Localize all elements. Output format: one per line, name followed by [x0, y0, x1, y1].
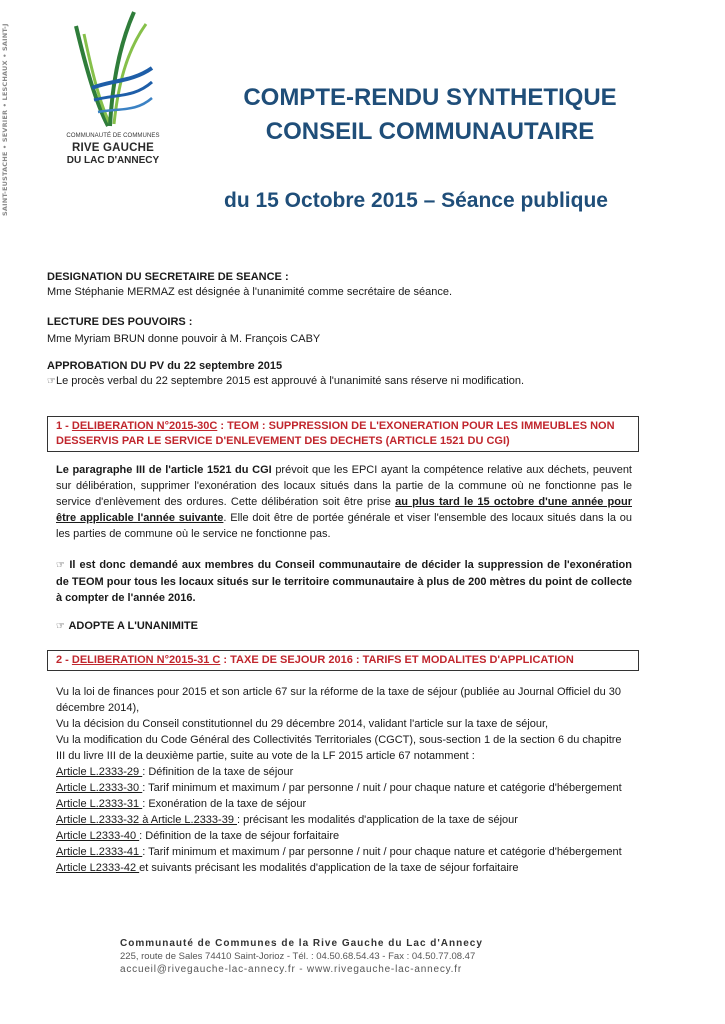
- pointing-hand-icon: ☞: [56, 560, 70, 571]
- secretaire-text: Mme Stéphanie MERMAZ est désignée à l'unanimité comme secrétaire de séance.: [47, 286, 453, 298]
- delib1-decision: [56, 557, 632, 606]
- delib1-result-text: ADOPTE A L'UNANIMITE: [68, 620, 198, 632]
- article-ref: Article L.2333-30: [56, 782, 143, 794]
- article-item: [56, 780, 632, 796]
- pouvoirs-text: Mme Myriam BRUN donne pouvoir à M. François CABY: [47, 333, 321, 345]
- pointing-hand-icon: ☞: [56, 621, 69, 632]
- footer-org-name: Communauté de Communes de la Rive Gauche du Lac d'Annecy: [120, 938, 483, 949]
- logo: [58, 8, 168, 168]
- article-text: : précisant les modalités d'application de la taxe de séjour: [237, 814, 518, 826]
- article-text: : Exonération de la taxe de séjour: [142, 798, 307, 810]
- delib1-title-line2: DESSERVIS PAR LE SERVICE D'ENLEVEMENT DES DECHETS (ARTICLE 1521 DU CGI): [56, 435, 510, 447]
- article-item: [56, 796, 632, 812]
- article-text: : Tarif minimum et maximum / par personne / nuit / pour chaque nature et catégorie d'hébergement: [142, 846, 622, 858]
- article-ref: Article L.2333-32 à Article L.2333-39: [56, 814, 238, 826]
- delib2-title-box: [47, 650, 639, 671]
- pv-line: [47, 374, 642, 389]
- delib2-number: 2 -: [56, 654, 72, 666]
- page-title-line2: CONSEIL COMMUNAUTAIRE: [265, 118, 595, 145]
- pv-heading: APPROBATION DU PV du 22 septembre 2015: [47, 360, 283, 372]
- delib1-title-box: [47, 416, 639, 452]
- secretaire-section: [47, 270, 642, 300]
- delib1-title-part1: : TEOM : SUPPRESSION DE L'EXONERATION POUR LES IMMEUBLES NON: [217, 420, 615, 432]
- pouvoirs-section: [47, 315, 642, 347]
- logo-mark-icon: [72, 8, 154, 130]
- delib1-ref: DELIBERATION N°2015-30C: [71, 420, 218, 432]
- logo-small-text: COMMUNAUTÉ DE COMMUNES: [66, 133, 160, 139]
- article-ref: Article L.2333-41: [56, 846, 143, 858]
- logo-name-line1: RIVE GAUCHE: [71, 142, 155, 154]
- article-ref: Article L.2333-31: [56, 798, 143, 810]
- delib1-p1-deadline: au plus tard le 15 octobre d'une année pour être applicable l'année suivante: [56, 496, 632, 524]
- article-text: : Définition de la taxe de séjour: [142, 766, 294, 778]
- article-item: [56, 828, 632, 844]
- delib2-ref: DELIBERATION N°2015-31 C: [71, 654, 221, 666]
- delib1-decision-text: Il est donc demandé aux membres du Conseil communautaire de décider la suppression de l'exonération de TEOM pour tous les locaux situés sur le territoire communautaire à plus de 200 mètres du point de collecte à compter de l'année 2016.: [56, 559, 632, 604]
- delib2-body: [56, 684, 632, 876]
- footer-address: 225, route de Sales 74410 Saint-Jorioz - Tél. : 04.50.68.54.43 - Fax : 04.50.77.08.47: [120, 951, 476, 962]
- logo-name-line2: DU LAC D'ANNECY: [66, 155, 160, 166]
- delib1-title-line1: [56, 419, 630, 434]
- delib2-title: : TAXE DE SEJOUR 2016 : TARIFS ET MODALITES D'APPLICATION: [220, 654, 574, 666]
- article-ref: Article L2333-40: [56, 830, 140, 842]
- pointing-hand-icon: ☞: [47, 376, 56, 387]
- article-ref: Article L2333-42: [56, 862, 140, 874]
- article-item: [56, 844, 632, 860]
- delib1-result: [56, 618, 632, 635]
- delib2-line: Vu la modification du Code Général des Collectivités Territoriales (CGCT), sous-section 1 de la section 6 du chapitre III du livre III de la deuxième partie, suite au vote de la LF 2015 article 67 notamment :: [56, 734, 622, 762]
- pv-text: Le procès verbal du 22 septembre 2015 est approuvé à l'unanimité sans réserve ni modification.: [55, 375, 525, 387]
- article-text: : Tarif minimum et maximum / par personne / nuit / pour chaque nature et catégorie d'hébergement: [142, 782, 622, 794]
- session-date-subtitle: du 15 Octobre 2015 – Séance publique: [224, 189, 608, 212]
- footer-contact: accueil@rivegauche-lac-annecy.fr - www.rivegauche-lac-annecy.fr: [120, 964, 462, 975]
- article-text: et suivants précisant les modalités d'application de la taxe de séjour forfaitaire: [139, 862, 519, 874]
- pouvoirs-heading: LECTURE DES POUVOIRS :: [47, 316, 193, 328]
- article-text: : Définition de la taxe de séjour forfaitaire: [139, 830, 340, 842]
- delib2-line: Vu la loi de finances pour 2015 et son article 67 sur la réforme de la taxe de séjour (publiée au Journal Officiel du 30 décembre 2014),: [56, 686, 622, 714]
- delib2-line: Vu la décision du Conseil constitutionnel du 29 décembre 2014, validant l'article sur la taxe de séjour,: [56, 718, 549, 730]
- delib1-p1-text: prévoit que les EPCI ayant la compétence relative aux déchets, peuvent sur délibération, supprimer l'exonération des locaux situés dans la partie de la commune où ne fonctionne pas le service d'enlèvement des ordures. Cette délibération soit être prise: [56, 464, 632, 508]
- pv-section: [47, 359, 642, 389]
- article-item: [56, 860, 632, 876]
- delib1-p1-bold: Le paragraphe III de l'article 1521 du CGI: [56, 464, 272, 476]
- secretaire-heading: DESIGNATION DU SECRETAIRE DE SEANCE :: [47, 271, 289, 283]
- page-title-line1: COMPTE-RENDU SYNTHETIQUE: [243, 84, 617, 111]
- article-item: [56, 764, 632, 780]
- side-communes-text: SAINT-EUSTACHE • SEVRIER • LESCHAUX • SAINT-J: [1, 23, 9, 216]
- delib1-number: 1 -: [56, 420, 72, 432]
- delib1-paragraph: [56, 462, 632, 542]
- delib1-p1-end: . Elle doit être de portée générale et viser l'ensemble des locaux situés dans la ou les parties de commune où le service ne fonctionne pas.: [56, 512, 632, 540]
- article-item: [56, 812, 632, 828]
- article-ref: Article L.2333-29: [56, 766, 143, 778]
